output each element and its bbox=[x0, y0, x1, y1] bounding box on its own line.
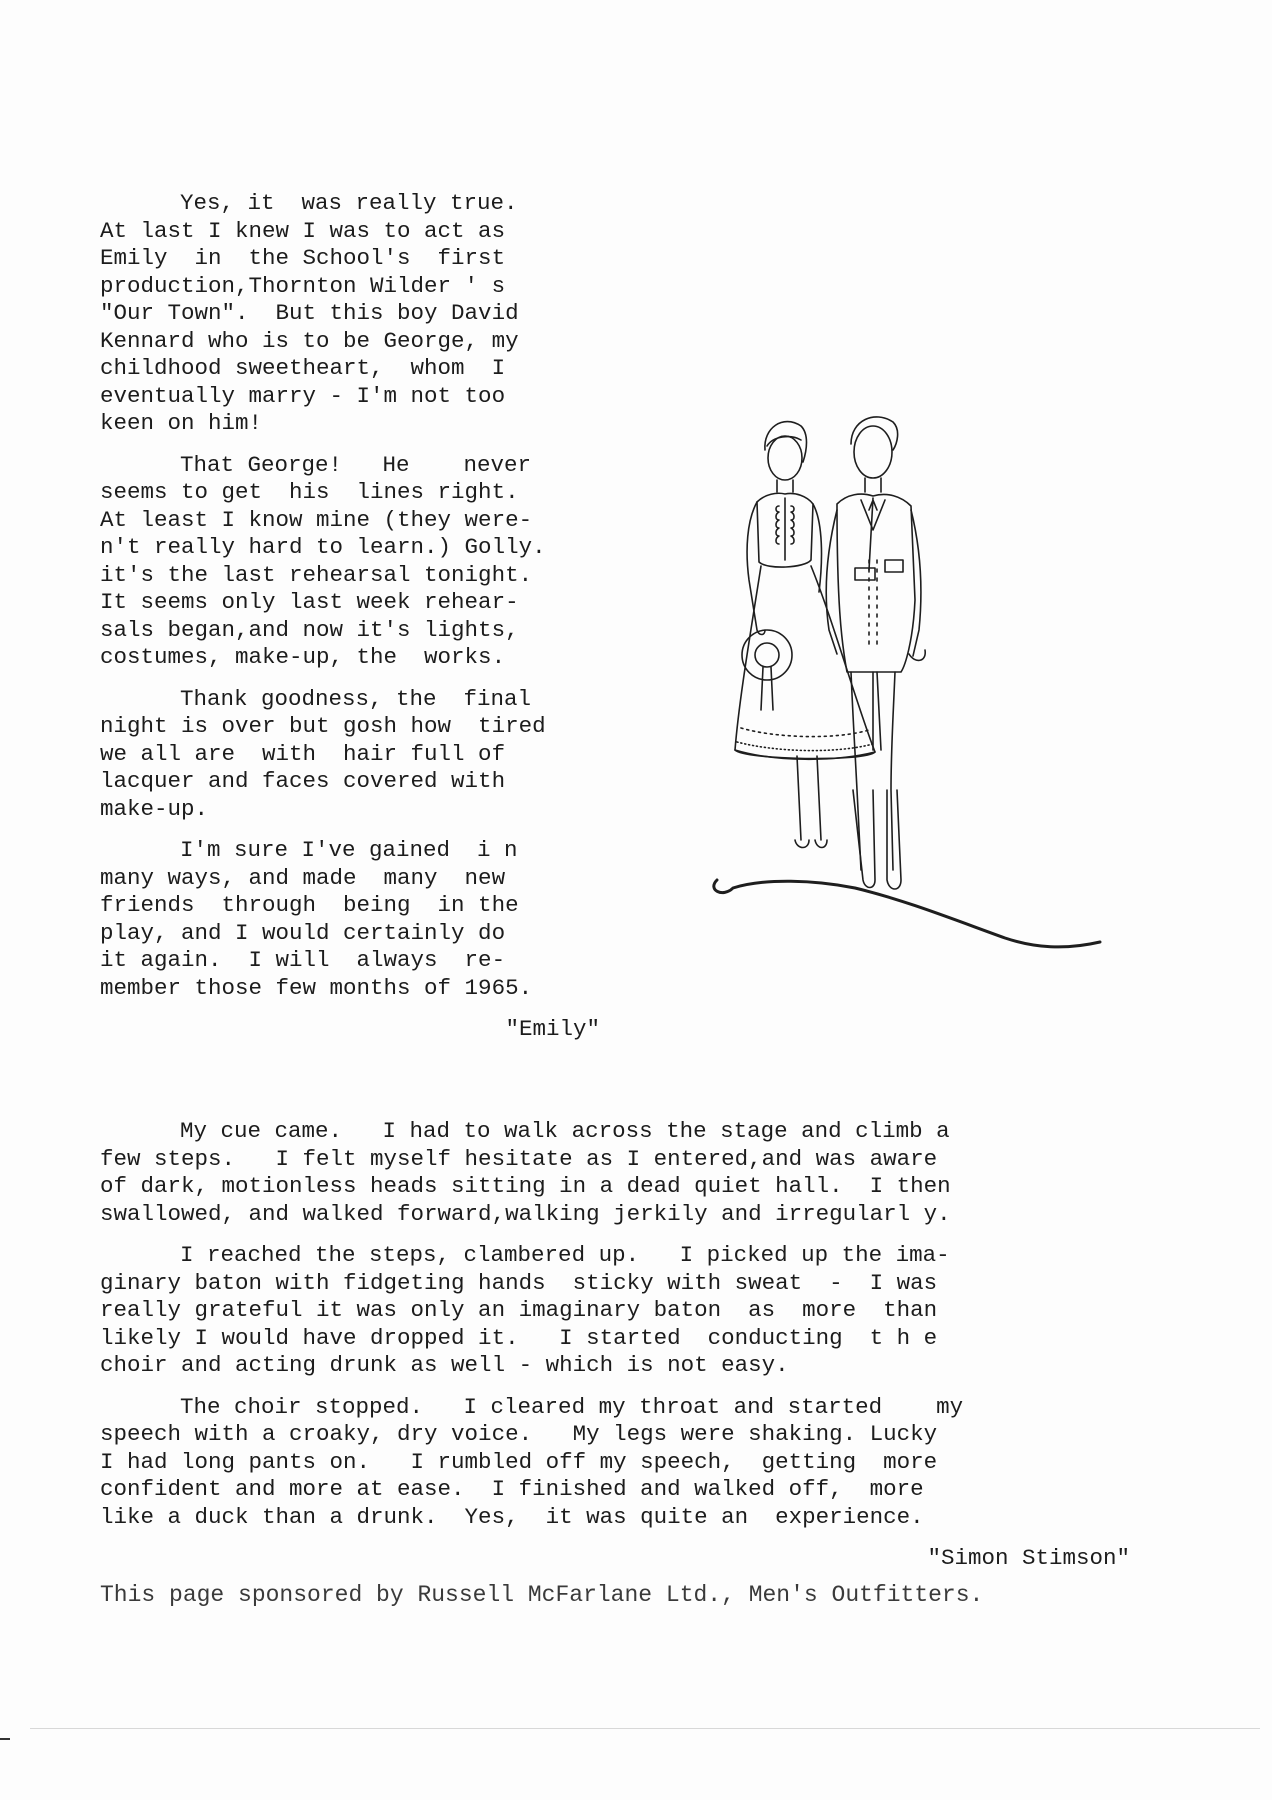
text-line: ginary baton with fidgeting hands sticky with sweat - I was bbox=[100, 1269, 938, 1296]
text-line: really grateful it was only an imaginary baton as more than bbox=[100, 1297, 938, 1323]
text-line: of dark, motionless heads sitting in a dead quiet hall. I then bbox=[100, 1173, 951, 1199]
simon-paragraph-3 bbox=[100, 1394, 1130, 1532]
simon-paragraph-1 bbox=[100, 1118, 1130, 1228]
emily-paragraph-4 bbox=[100, 837, 600, 1002]
text-line: eventually marry - I'm not too bbox=[100, 382, 506, 409]
text-line: The choir stopped. I cleared my throat and started my bbox=[180, 1393, 964, 1420]
emily-paragraph-3 bbox=[100, 686, 600, 824]
text-line: few steps. I felt myself hesitate as I entered,and was aware bbox=[100, 1145, 938, 1172]
text-line: likely I would have dropped it. I started conducting t h e bbox=[100, 1324, 938, 1351]
text-line: n't really hard to learn.) Golly. bbox=[100, 534, 546, 560]
simon-paragraph-2 bbox=[100, 1242, 1130, 1380]
text-line: it's the last rehearsal tonight. bbox=[100, 561, 533, 588]
text-line: My cue came. I had to walk across the stage and climb a bbox=[180, 1118, 950, 1144]
text-line: Kennard who is to be George, my bbox=[100, 327, 519, 354]
text-line: like a duck than a drunk. Yes, it was quite an experience. bbox=[100, 1503, 924, 1530]
text-line: it again. I will always re- bbox=[100, 947, 506, 973]
text-line: member those few months of 1965. bbox=[100, 974, 533, 1001]
page-bottom-rule bbox=[30, 1728, 1260, 1729]
scan-edge-mark bbox=[0, 1738, 10, 1740]
text-line: lacquer and faces covered with bbox=[100, 768, 506, 794]
text-line: That George! He never bbox=[180, 451, 532, 478]
text-line: play, and I would certainly do bbox=[100, 919, 506, 946]
text-line: confident and more at ease. I finished and walked off, more bbox=[100, 1476, 924, 1502]
emily-paragraph-2 bbox=[100, 452, 600, 672]
emily-article bbox=[100, 190, 600, 1044]
text-line: night is over but gosh how tired bbox=[100, 713, 546, 739]
text-line: Yes, it was really true. bbox=[180, 190, 518, 216]
text-line: childhood sweetheart, whom I bbox=[100, 355, 506, 381]
text-line: At least I know mine (they were- bbox=[100, 506, 533, 533]
text-line: It seems only last week rehear- bbox=[100, 589, 519, 615]
text-line: Emily in the School's first bbox=[100, 245, 506, 271]
text-line: speech with a croaky, dry voice. My legs were shaking. Lucky bbox=[100, 1421, 938, 1447]
text-line: Thank goodness, the final bbox=[180, 685, 532, 712]
text-line: "Our Town". But this boy David bbox=[100, 300, 519, 326]
text-line: sals began,and now it's lights, bbox=[100, 616, 519, 643]
text-line: make-up. bbox=[100, 795, 209, 822]
text-line: friends through being in the bbox=[100, 892, 519, 918]
text-line: choir and acting drunk as well - which is not easy. bbox=[100, 1352, 789, 1378]
sponsor-line: This page sponsored by Russell McFarlane Ltd., Men's Outfitters. bbox=[100, 1582, 984, 1608]
couple-sketch-icon bbox=[705, 410, 1110, 955]
simon-article bbox=[100, 1118, 1130, 1573]
text-line: I reached the steps, clambered up. I picked up the ima- bbox=[180, 1242, 950, 1268]
text-line: many ways, and made many new bbox=[100, 864, 506, 891]
text-line: I had long pants on. I rumbled off my speech, getting more bbox=[100, 1448, 938, 1475]
text-line: production,Thornton Wilder ' s bbox=[100, 272, 506, 299]
text-line: At last I knew I was to act as bbox=[100, 217, 506, 244]
emily-signature: "Emily" bbox=[505, 1016, 600, 1042]
text-line: swallowed, and walked forward,walking jerkily and irregularl y. bbox=[100, 1200, 951, 1227]
emily-paragraph-1 bbox=[100, 190, 600, 438]
text-line: seems to get his lines right. bbox=[100, 479, 519, 505]
text-line: costumes, make-up, the works. bbox=[100, 644, 506, 670]
simon-signature: "Simon Stimson" bbox=[927, 1545, 1130, 1571]
text-line: keen on him! bbox=[100, 410, 263, 436]
text-line: we all are with hair full of bbox=[100, 740, 506, 767]
text-line: I'm sure I've gained i n bbox=[180, 837, 518, 863]
